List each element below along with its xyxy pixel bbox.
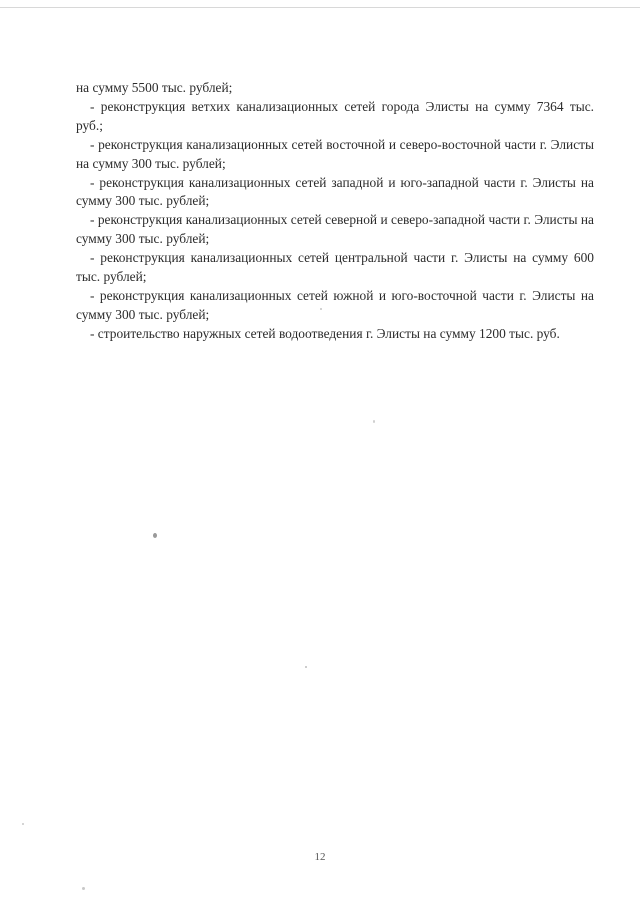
list-item: - реконструкция ветхих канализационных сетей города Элисты на сумму 7364 тыс. руб.; — [76, 98, 594, 133]
page-number: 12 — [314, 851, 326, 863]
list-item: - строительство наружных сетей водоотведения г. Элисты на сумму 1200 тыс. руб. — [90, 325, 560, 341]
scan-speck — [320, 308, 322, 310]
scan-edge-line — [0, 7, 640, 8]
scan-speck — [373, 420, 375, 423]
list-item: - реконструкция канализационных сетей центральной части г. Элисты на сумму 600 тыс. рублей; — [76, 250, 594, 285]
list-item: - реконструкция канализационных сетей северной и северо-западной части г. Элисты на сумму 300 тыс. рублей; — [76, 212, 594, 247]
scan-speck — [82, 887, 85, 890]
paragraph-continuation: на сумму 5500 тыс. рублей; — [76, 80, 233, 95]
scan-speck — [153, 533, 157, 538]
list-item: - реконструкция канализационных сетей южной и юго-восточной части г. Элисты на сумму 300 тыс. рублей; — [76, 287, 594, 322]
scan-speck — [22, 823, 24, 825]
document-body — [76, 79, 594, 344]
list-item: - реконструкция канализационных сетей восточной и северо-восточной части г. Элисты на сумму 300 тыс. рублей; — [76, 136, 594, 171]
list-item: - реконструкция канализационных сетей западной и юго-западной части г. Элисты на сумму 300 тыс. рублей; — [76, 174, 594, 209]
scan-speck — [305, 666, 307, 668]
